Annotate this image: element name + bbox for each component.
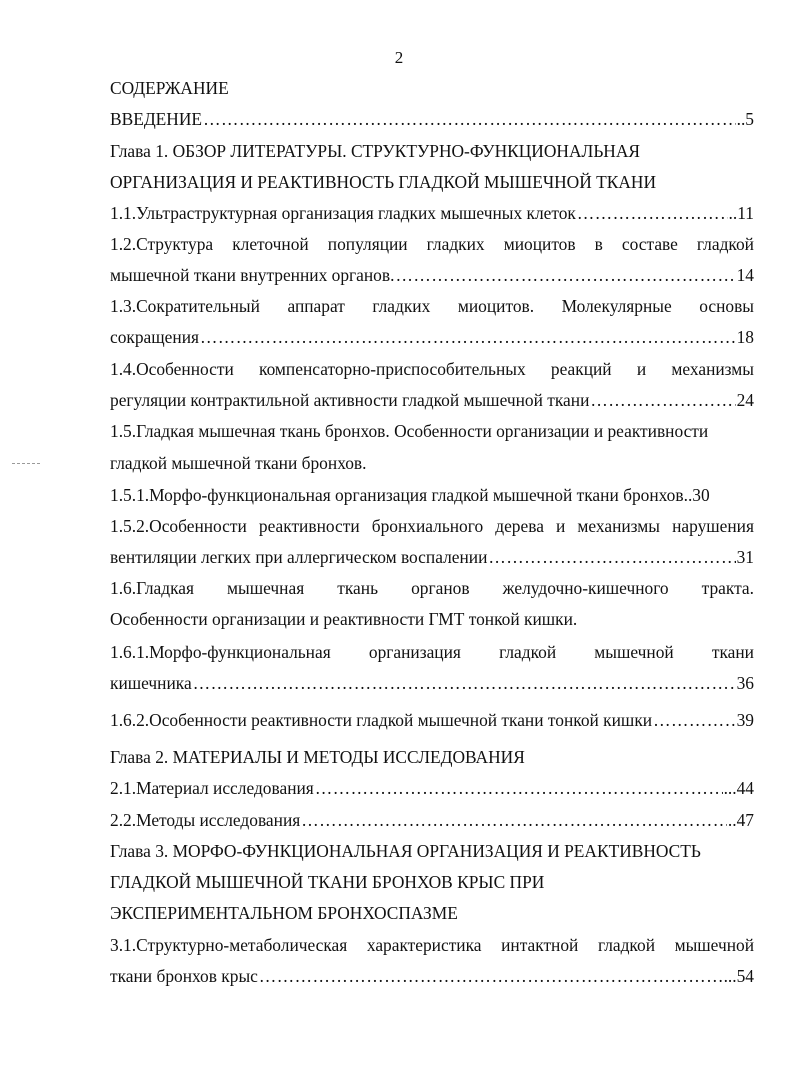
toc-entry-3-1-line-1[interactable]: 3.1.Структурно-метаболическая характеристика интактной гладкой мышечной [110, 935, 754, 955]
toc-entry-1-5-line-2[interactable]: гладкой мышечной ткани бронхов. [110, 453, 367, 473]
toc-entry-label: вентиляции легких при аллергическом воспалении [110, 547, 488, 567]
toc-entry-1-5-1[interactable] [110, 484, 754, 506]
toc-entry-2-2[interactable] [110, 809, 754, 831]
toc-entry-1-4-line-1[interactable]: 1.4.Особенности компенсаторно-приспособительных реакций и механизмы [110, 359, 754, 379]
toc-entry-page: 14 [736, 265, 754, 285]
scan-margin-mark [12, 463, 40, 464]
toc-entry-1-6-line-2[interactable]: Особенности организации и реактивности ГМТ тонкой кишки. [110, 609, 578, 629]
toc-entry-1-1[interactable] [110, 202, 754, 224]
toc-entry-1-2-line-1[interactable]: 1.2.Структура клеточной популяции гладких миоцитов в составе гладкой [110, 234, 754, 254]
toc-entry-label: 1.5.1.Морфо-функциональная организация гладкой мышечной ткани бронхов [110, 485, 684, 505]
toc-entry-1-5-2-line-1[interactable]: 1.5.2.Особенности реактивности бронхиального дерева и механизмы нарушения [110, 516, 754, 536]
toc-entry-page: ..5 [736, 109, 754, 129]
toc-entry-1-3-line-2[interactable] [110, 326, 754, 348]
toc-entry-label: 1.1.Ультраструктурная организация гладких мышечных клеток [110, 203, 576, 223]
toc-entry-label: сокращения [110, 327, 199, 347]
toc-entry-1-6-1-line-1[interactable]: 1.6.1.Морфо-функциональная организация гладкой мышечной ткани [110, 642, 754, 662]
dot-leader [395, 264, 735, 286]
toc-entry-2-1[interactable] [110, 777, 754, 799]
toc-entry-page: ..11 [728, 203, 754, 223]
toc-entry-1-6-1-line-2[interactable] [110, 672, 754, 694]
toc-entry-1-5-2-line-2[interactable] [110, 546, 754, 568]
toc-entry-label: ВВЕДЕНИЕ [110, 109, 203, 129]
toc-entry-page: 39 [736, 710, 754, 730]
toc-entry-1-6-2[interactable] [110, 709, 754, 731]
dot-leader [315, 777, 723, 799]
toc-entry-label: 1.6.2.Особенности реактивности гладкой мышечной ткани тонкой кишки [110, 710, 653, 730]
toc-chapter-1-line-1[interactable]: Глава 1. ОБЗОР ЛИТЕРАТУРЫ. СТРУКТУРНО-ФУНКЦИОНАЛЬНАЯ [110, 141, 641, 161]
toc-entry-introduction[interactable] [110, 108, 754, 130]
toc-entry-1-2-line-2[interactable] [110, 264, 754, 286]
dot-leader [488, 546, 735, 568]
toc-chapter-3-line-3[interactable]: ЭКСПЕРИМЕНТАЛЬНОМ БРОНХОСПАЗМЕ [110, 903, 458, 923]
toc-entry-page: 36 [736, 673, 754, 693]
toc-heading: СОДЕРЖАНИЕ [110, 78, 229, 98]
toc-chapter-3-line-2[interactable]: ГЛАДКОЙ МЫШЕЧНОЙ ТКАНИ БРОНХОВ КРЫС ПРИ [110, 872, 545, 892]
toc-chapter-2[interactable]: Глава 2. МАТЕРИАЛЫ И МЕТОДЫ ИССЛЕДОВАНИЯ [110, 747, 525, 767]
toc-entry-page: ...54 [723, 966, 754, 986]
toc-entry-page: ...44 [723, 778, 754, 798]
dot-leader [203, 108, 736, 130]
toc-entry-1-3-line-1[interactable]: 1.3.Сократительный аппарат гладких миоцитов. Молекулярные основы [110, 296, 754, 316]
toc-entry-page: ..47 [727, 810, 754, 830]
dot-leader [200, 326, 736, 348]
toc-entry-label: ткани бронхов крыс [110, 966, 258, 986]
dot-leader [301, 809, 727, 831]
toc-entry-label: 2.1.Материал исследования [110, 778, 314, 798]
toc-entry-page: 31 [736, 547, 754, 567]
dot-leader [590, 389, 735, 411]
toc-entry-label: 2.2.Методы исследования [110, 810, 301, 830]
dot-leader [193, 672, 736, 694]
toc-entry-label: кишечника [110, 673, 192, 693]
toc-entry-1-4-line-2[interactable] [110, 389, 754, 411]
toc-entry-page: 24 [736, 390, 754, 410]
toc-chapter-1-line-2[interactable]: ОРГАНИЗАЦИЯ И РЕАКТИВНОСТЬ ГЛАДКОЙ МЫШЕЧНОЙ ТКАНИ [110, 172, 657, 192]
page-number: 2 [394, 48, 404, 67]
toc-entry-1-5-line-1[interactable]: 1.5.Гладкая мышечная ткань бронхов. Особенности организации и реактивности [110, 421, 709, 441]
toc-chapter-3-line-1[interactable]: Глава 3. МОРФО-ФУНКЦИОНАЛЬНАЯ ОРГАНИЗАЦИЯ И РЕАКТИВНОСТЬ [110, 841, 701, 861]
dot-leader [653, 709, 736, 731]
dot-leader [259, 965, 723, 987]
toc-entry-page: 18 [736, 327, 754, 347]
toc-entry-page: ..30 [683, 485, 710, 505]
toc-entry-1-6-line-1[interactable]: 1.6.Гладкая мышечная ткань органов желудочно-кишечного тракта. [110, 578, 754, 598]
dot-leader [577, 202, 728, 224]
toc-entry-label: регуляции контрактильной активности гладкой мышечной ткани [110, 390, 590, 410]
toc-entry-3-1-line-2[interactable] [110, 965, 754, 987]
toc-entry-label: мышечной ткани внутренних органов. [110, 265, 395, 285]
